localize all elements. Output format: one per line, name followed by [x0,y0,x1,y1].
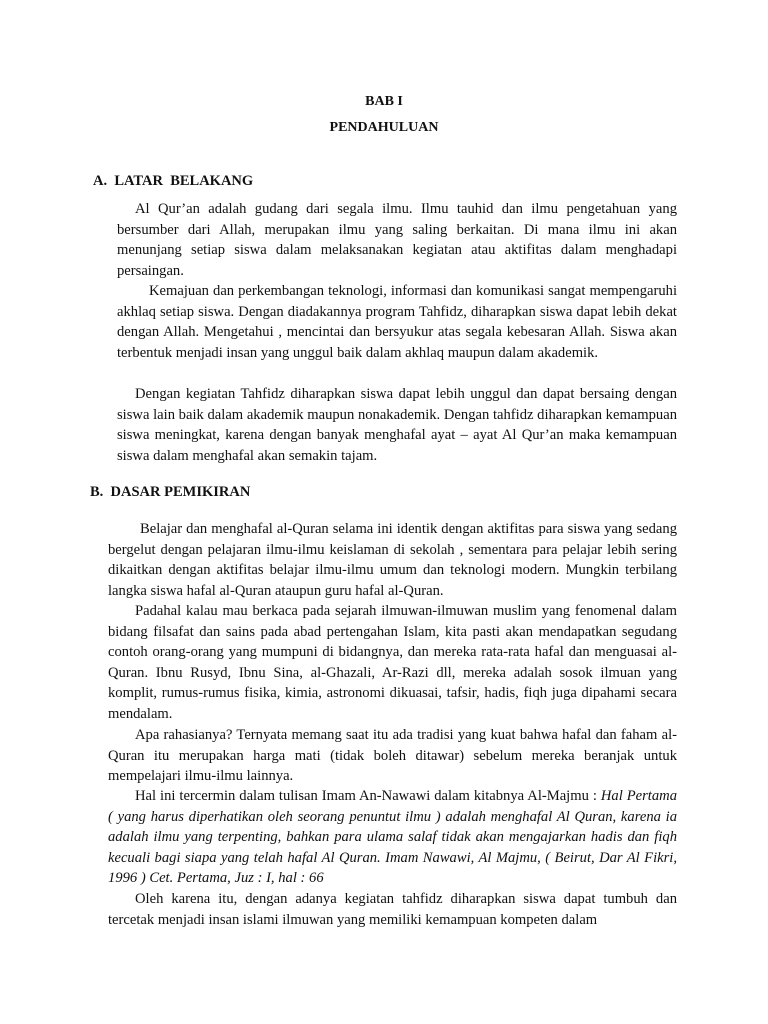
quote-paragraph [108,786,677,889]
section-b-heading: B. DASAR PEMIKIRAN [90,484,251,500]
paragraph: Padahal kalau mau berkaca pada sejarah ilmuwan-ilmuwan muslim yang fenomenal dalam bidang filsafat dan sains pada abad pertengahan Islam, kita pasti akan mendapatkan segudang contoh orang-orang yang mumpuni di bidangnya, dan mereka rata-rata hafal dan menguasai al-Quran. Ibnu Rusyd, Ibnu Sina, al-Ghazali, Ar-Razi dll, mereka adalah sosok ilmuan yang komplit, rumus-rumus fisika, kimia, astronomi dikuasai, tafsir, hadis, fiqh juga dipahami secara mendalam. [108,603,677,722]
paragraph: Belajar dan menghafal al-Quran selama ini identik dengan aktifitas para siswa yang sedang bergelut dengan pelajaran ilmu-ilmu keislaman di sekolah , sementara para pelajar lebih sering dikaitkan dengan aktifitas belajar ilmu-ilmu umum dan teknologi modern. Mungkin terbilang langka siswa hafal al-Quran ataupun guru hafal al-Quran. [108,521,677,599]
paragraph: Al Qur’an adalah gudang dari segala ilmu. Ilmu tauhid dan ilmu pengetahuan yang bersumber dari Allah, merupakan ilmu yang saling berkaitan. Di mana ilmu ini akan menunjang setiap siswa dalam melaksanakan kegiatan atau aktifitas dalam menghadapi persaingan. [117,201,677,279]
quote-italic: Hal Pertama ( yang harus diperhatikan oleh seorang penuntut ilmu ) adalah menghafal Al Quran, karena ia adalah ilmu yang terpenting, bahkan para ulama salaf tidak akan mengajarkan hadis dan fiqh kecuali bagi siapa yang telah hafal Al Quran. Imam Nawawi, Al Majmu, ( Beirut, Dar Al Fikri, 1996 ) Cet. Pertama, Juz : I, hal : 66 [108,788,677,887]
paragraph: Dengan kegiatan Tahfidz diharapkan siswa dapat lebih unggul dan dapat bersaing dengan siswa lain baik dalam akademik maupun nonakademik. Dengan tahfidz diharapkan kemampuan siswa meningkat, karena dengan banyak menghafal ayat – ayat Al Qur’an maka kemampuan siswa dalam menghafal akan semakin tajam. [117,386,677,464]
chapter-title: PENDAHULUAN [329,120,439,135]
quote-intro: Hal ini tercermin dalam tulisan Imam An-Nawawi dalam kitabnya Al-Majmu : [135,788,601,804]
section-a-heading: A. LATAR BELAKANG [93,173,254,189]
paragraph: Kemajuan dan perkembangan teknologi, informasi dan komunikasi sangat mempengaruhi akhlaq setiap siswa. Dengan diadakannya program Tahfidz, diharapkan siswa dapat lebih dekat dengan Allah. Mengetahui , mencintai dan bersyukur atas segala kebesaran Allah. Siswa akan terbentuk menjadi insan yang unggul baik dalam akhlaq maupun dalam akademik. [117,283,677,361]
paragraph: Oleh karena itu, dengan adanya kegiatan tahfidz diharapkan siswa dapat tumbuh dan tercetak menjadi insan islami ilmuwan yang memiliki kemampuan kompeten dalam [108,891,677,928]
chapter-number: BAB I [365,94,403,109]
paragraph: Apa rahasianya? Ternyata memang saat itu ada tradisi yang kuat bahwa hafal dan faham al-Quran itu merupakan harga mati (tidak boleh ditawar) sebelum mereka beranjak untuk mempelajari ilmu-ilmu lainnya. [108,727,677,785]
